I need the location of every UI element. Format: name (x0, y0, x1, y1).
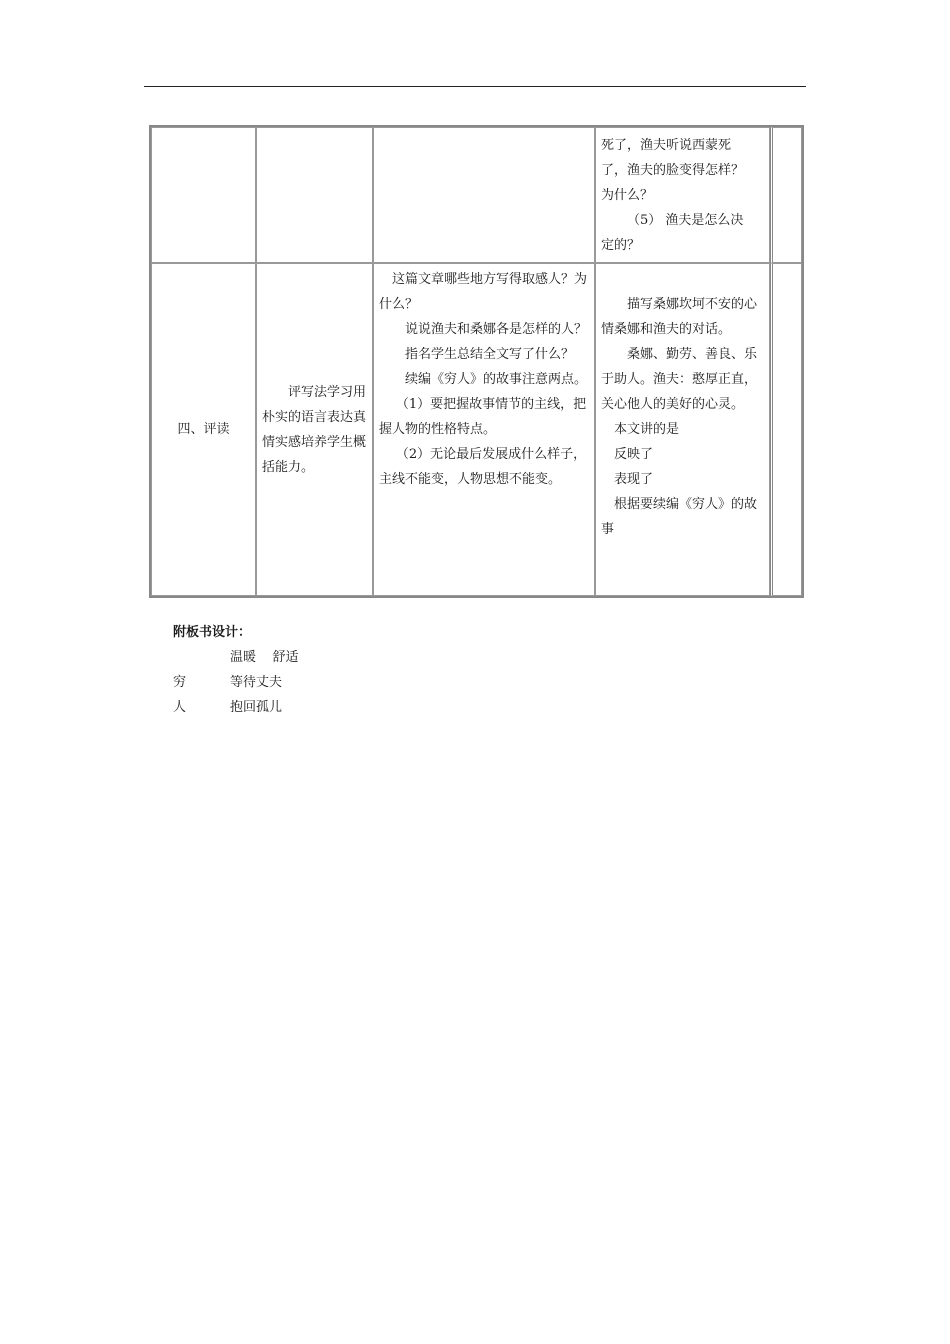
student-activity-cell (595, 127, 770, 263)
blackboard-item: 温暖 舒适 (230, 650, 299, 665)
blackboard-row (173, 695, 299, 720)
cell-line: 为什么？ (601, 188, 654, 203)
header-rule (144, 86, 806, 87)
notes-cell (770, 127, 802, 263)
teacher-activity-cell (373, 263, 595, 596)
blackboard-side: 穷 (173, 675, 187, 690)
cell-paragraph: 反映了 (614, 447, 654, 462)
notes-cell (770, 263, 802, 596)
cell-line: 定的？ (601, 238, 641, 253)
cell-paragraph: 表现了 (614, 472, 654, 487)
stage-cell (151, 127, 256, 263)
cell-paragraph: 续编《穷人》的故事注意两点。 (405, 372, 588, 387)
goal-cell (256, 263, 373, 596)
cell-paragraph: （1）要把握故事情节的主线，把握人物的性格特点。 (379, 397, 587, 437)
cell-paragraph: 根据要续编《穷人》的故事 (601, 497, 758, 537)
blackboard-side (173, 645, 230, 670)
cell-paragraph: （2）无论最后发展成什么样子，主线不能变，人物思想不能变。 (379, 447, 587, 487)
blackboard-item: 抱回孤儿 (230, 700, 283, 715)
cell-line: 死了，渔夫听说西蒙死 (601, 138, 732, 153)
cell-line: （5） 渔夫是怎么决 (627, 213, 744, 228)
stage-cell (151, 263, 256, 596)
cell-paragraph: 本文讲的是 (614, 422, 680, 437)
cell-paragraph: 桑娜、勤劳、善良、乐于助人。渔夫：憨厚正直，关心他人的美好的心灵。 (601, 347, 758, 412)
cell-paragraph: 说说渔夫和桑娜各是怎样的人？ (405, 322, 588, 337)
teacher-activity-cell (373, 127, 595, 263)
blackboard-title: 附板书设计： (173, 625, 252, 640)
goal-cell (256, 127, 373, 263)
cell-line: 了，渔夫的脸变得怎样？ (601, 163, 745, 178)
stage-label: 四、评读 (177, 422, 230, 437)
lesson-plan-table (149, 125, 804, 598)
blackboard-row (173, 645, 299, 670)
cell-paragraph: 指名学生总结全文写了什么？ (405, 347, 575, 362)
cell-paragraph: 这篇文章哪些地方写得取感人？为什么？ (379, 272, 588, 312)
blackboard-side: 人 (173, 700, 187, 715)
table-row (151, 127, 802, 263)
blackboard-item: 等待丈夫 (230, 675, 283, 690)
blackboard-design (173, 620, 299, 720)
student-activity-cell (595, 263, 770, 596)
table-row (151, 263, 802, 596)
blackboard-row (173, 670, 299, 695)
cell-paragraph: 描写桑娜坎坷不安的心情桑娜和渔夫的对话。 (601, 297, 758, 337)
goal-text: 评写法学习用朴实的语言表达真情实感培养学生概括能力。 (262, 384, 367, 475)
